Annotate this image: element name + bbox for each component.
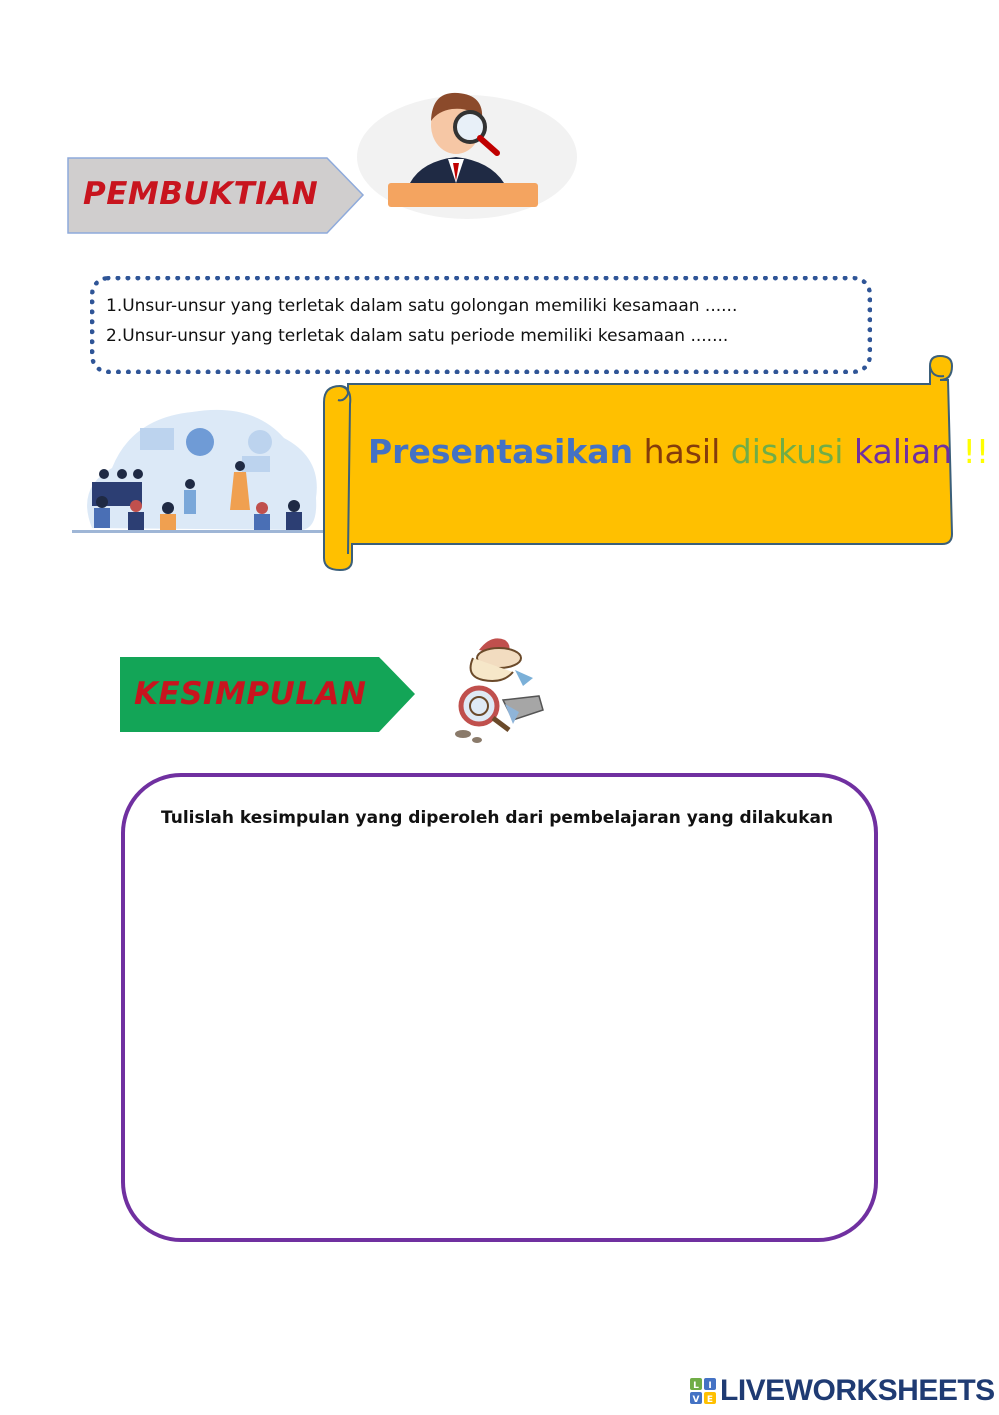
word-hasil: hasil	[643, 432, 721, 471]
detective-clipart	[443, 630, 555, 748]
kesimpulan-title: KESIMPULAN	[134, 676, 367, 712]
word-kalian: kalian	[853, 432, 953, 471]
word-diskusi: diskusi	[730, 432, 844, 471]
presentation-illustration	[72, 398, 327, 536]
liveworksheets-logo-icon	[690, 1378, 716, 1404]
logo-letter-i: I	[708, 1381, 712, 1391]
question-2: 2.Unsur-unsur yang terletak dalam satu periode memiliki kesamaan .......	[106, 326, 729, 346]
presentation-instruction	[368, 432, 989, 471]
word-presentasikan: Presentasikan	[368, 432, 634, 471]
pembuktian-title: PEMBUKTIAN	[83, 176, 319, 212]
word-exclamation: !!	[962, 432, 990, 471]
conclusion-answer-box[interactable]	[121, 773, 878, 1242]
question-1: 1.Unsur-unsur yang terletak dalam satu golongan memiliki kesamaan ......	[106, 296, 738, 316]
logo-letter-e: E	[706, 1395, 714, 1404]
conclusion-prompt: Tulislah kesimpulan yang diperoleh dari pembelajaran yang dilakukan	[161, 808, 834, 828]
investigator-illustration	[352, 85, 582, 225]
logo-letter-l: L	[693, 1381, 699, 1391]
logo-letter-v: V	[692, 1395, 700, 1404]
liveworksheets-logo	[690, 1373, 995, 1409]
liveworksheets-brand: LIVEWORKSHEETS	[720, 1374, 995, 1407]
